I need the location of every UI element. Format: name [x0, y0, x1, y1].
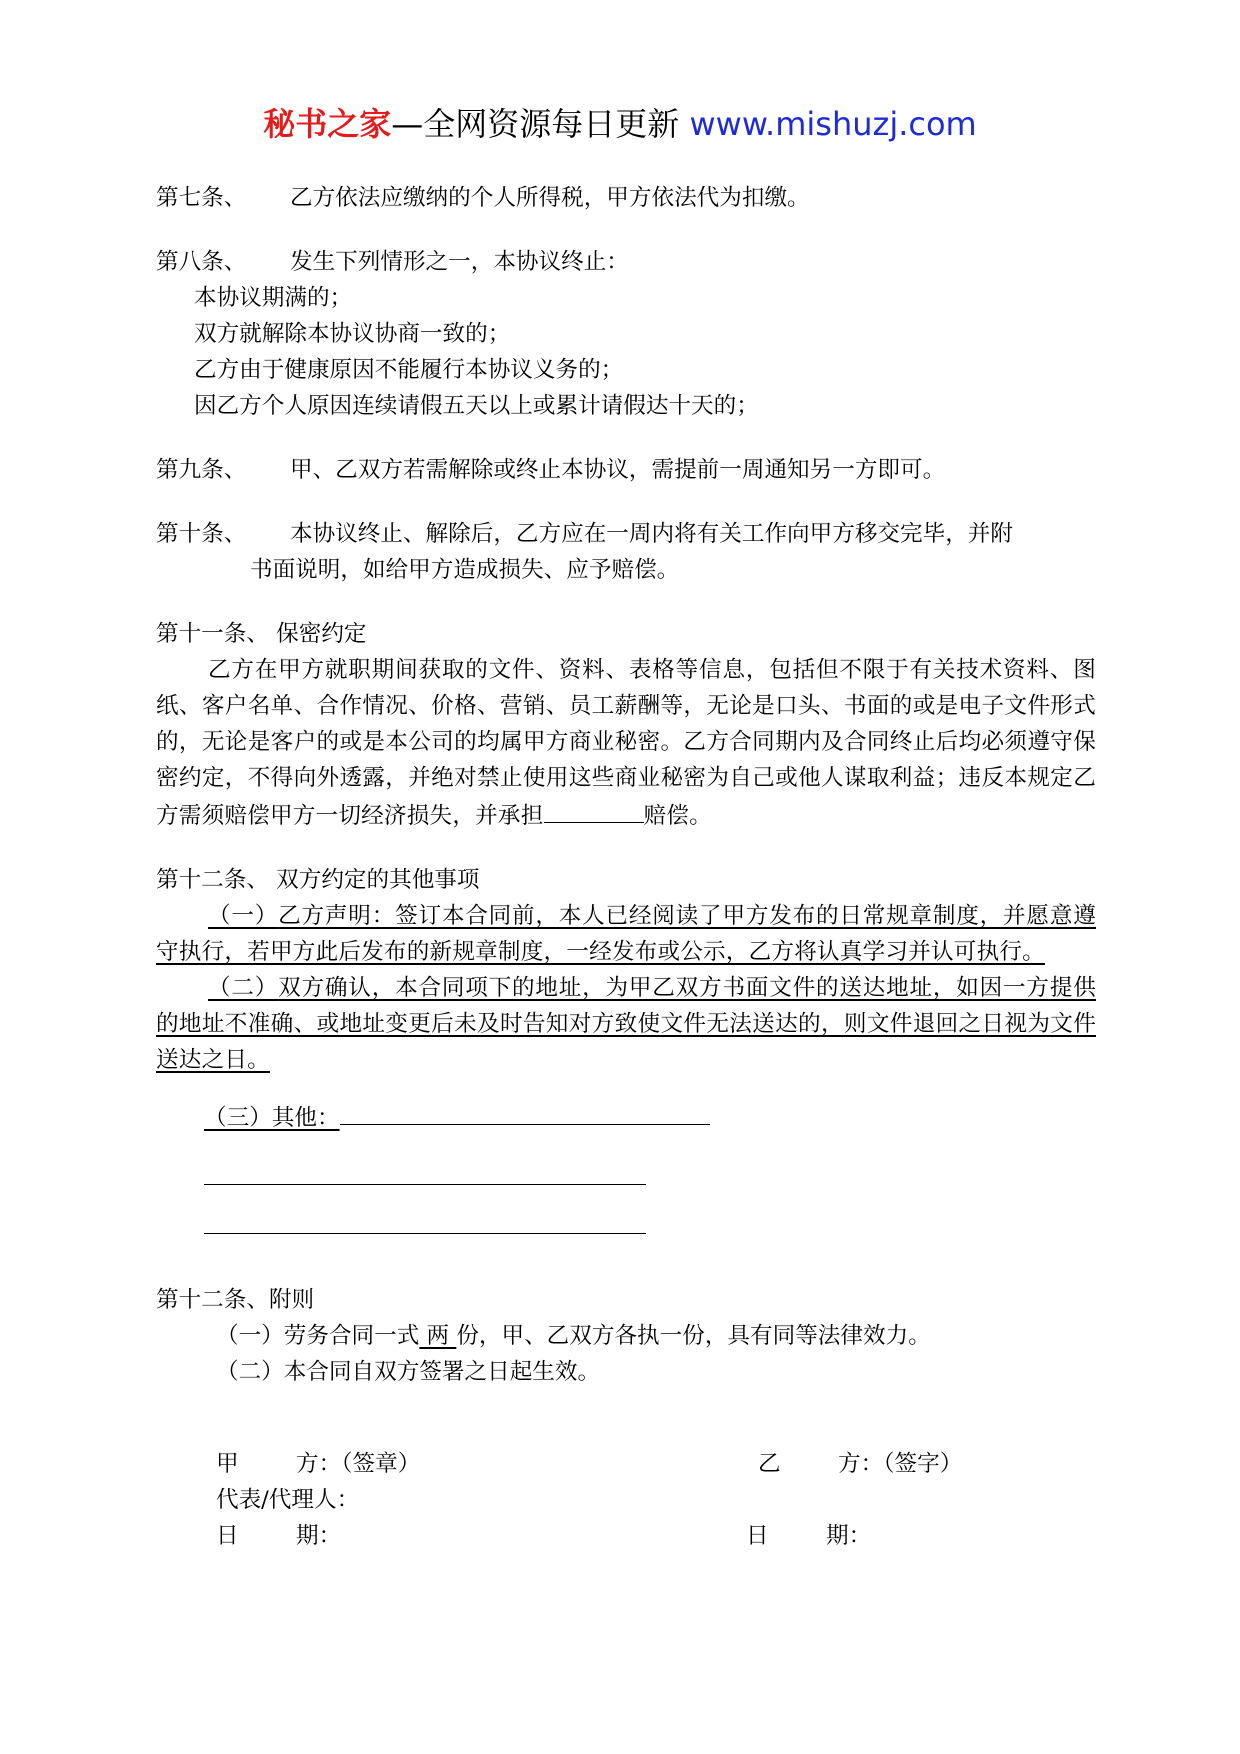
article-11-body-text: 乙方在甲方就职期间获取的文件、资料、表格等信息，包括但不限于有关技术资料、图纸、客户名单、合作情况、价格、营销、员工薪酬等，无论是口头、书面的或是电子文件形式的，无论是客户的或是本公司的均属甲方商业秘密。乙方合同期内及合同终止后均必须遵守保密约定，不得向外透露，并绝对禁止使用这些商业秘密为自己或他人谋取利益；违反本规定乙方需须赔偿甲方一切经济损失，并承担 — [156, 657, 1096, 829]
clause-3-label: （三）其他： — [204, 1105, 340, 1131]
copies-count: 两 — [419, 1323, 457, 1349]
compensation-blank[interactable] — [544, 796, 644, 823]
article-11-body — [156, 652, 1096, 834]
party-a-date: 日 期： — [216, 1523, 342, 1549]
article-7 — [156, 180, 1096, 216]
article-8-text: 发生下列情形之一，本协议终止： — [290, 249, 629, 275]
party-a-seal: 甲 方：（签章） — [216, 1451, 421, 1477]
article-9-text: 甲、乙双方若需解除或终止本协议，需提前一周通知另一方即可。 — [290, 457, 946, 483]
party-b-signature: 乙 方：（签字） — [758, 1451, 963, 1477]
site-header — [0, 102, 1240, 146]
site-url-link[interactable]: www.mishuzj.com — [689, 105, 977, 143]
article-7-label: 第七条、 — [156, 185, 247, 211]
clause-2 — [156, 970, 1096, 1078]
article-10-text-line2: 书面说明，如给甲方造成损失、应予赔偿。 — [250, 557, 680, 583]
party-b-date: 日 期： — [746, 1523, 872, 1549]
list-item: 本协议期满的； — [194, 285, 353, 311]
article-12-supplementary — [156, 1282, 1096, 1390]
clause-2-text: 双方确认，本合同项下的地址，为甲乙双方书面文件的送达地址，如因一方提供的地址不准确、或地址变更后未及时告知对方致使文件无法送达的，则文件退回之日视为文件送达之日。 — [156, 975, 1096, 1073]
signature-block — [156, 1446, 1096, 1554]
article-12-title: 第十二条、 双方约定的其他事项 — [156, 867, 480, 893]
supplementary-title: 第十二条、附则 — [156, 1287, 315, 1313]
article-10-text-line1: 本协议终止、解除后，乙方应在一周内将有关工作向甲方移交完毕，并附 — [290, 521, 1013, 547]
article-11-title: 第十一条、 保密约定 — [156, 621, 367, 647]
document-body — [156, 180, 1096, 1554]
clause-3-blank[interactable] — [340, 1098, 710, 1125]
article-9-label: 第九条、 — [156, 457, 247, 483]
blank-line[interactable] — [204, 1205, 646, 1234]
list-item: 因乙方个人原因连续请假五天以上或累计请假达十天的； — [194, 393, 759, 419]
clause-1-text: 乙方声明：签订本合同前，本人已经阅读了甲方发布的日常规章制度，并愿意遵守执行，若甲方此后发布的新规章制度，一经发布或公示，乙方将认真学习并认可执行。 — [156, 903, 1096, 965]
copies-prefix: （一）劳务合同一式 — [216, 1323, 420, 1349]
article-7-text: 乙方依法应缴纳的个人所得税，甲方依法代为扣缴。 — [290, 185, 810, 211]
representative-label: 代表/代理人： — [216, 1487, 360, 1513]
clause-1 — [156, 898, 1096, 970]
list-item: 乙方由于健康原因不能履行本协议义务的； — [194, 357, 624, 383]
article-11 — [156, 616, 1096, 834]
article-8-label: 第八条、 — [156, 249, 247, 275]
supplementary-item-2: （二）本合同自双方签署之日起生效。 — [216, 1359, 601, 1385]
brand-name: 秘书之家 — [263, 105, 392, 143]
article-10-label: 第十条、 — [156, 521, 247, 547]
clause-1-number: （一） — [208, 903, 279, 929]
article-9 — [156, 452, 1096, 488]
article-10 — [156, 516, 1096, 588]
header-slogan: —全网资源每日更新 — [391, 105, 680, 143]
blank-line[interactable] — [204, 1156, 646, 1185]
list-item: 双方就解除本协议协商一致的； — [194, 321, 511, 347]
clause-3 — [156, 1098, 1096, 1136]
article-8 — [156, 244, 1096, 424]
supplementary-item-1 — [156, 1318, 1096, 1354]
clause-2-number: （二） — [208, 975, 279, 1001]
copies-suffix: 份，甲、乙双方各执一份，具有同等法律效力。 — [456, 1323, 931, 1349]
article-11-tail: 赔偿。 — [643, 803, 712, 829]
article-12-other-matters — [156, 862, 1096, 1234]
